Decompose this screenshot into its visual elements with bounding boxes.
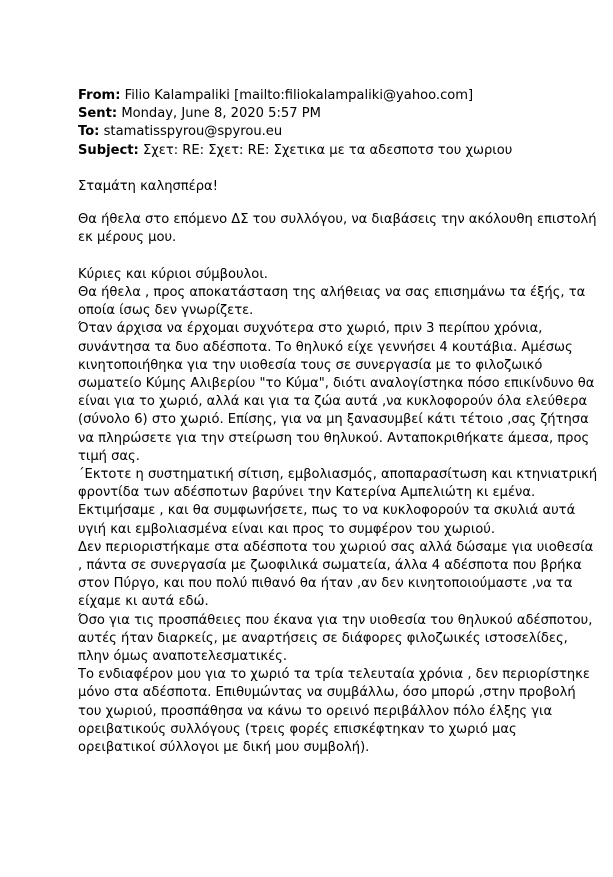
to-label: To: bbox=[78, 124, 100, 140]
from-value: Filio Kalampaliki [mailto:filiokalampaliki@yahoo.com] bbox=[124, 88, 474, 103]
to-line bbox=[78, 123, 598, 141]
body-paragraph-5: Όσο για τις προσπάθειες που έκανα για την υιοθεσία του θηλυκού αδέσποτου, αυτές ήταν διαρκείς, με αναρτήσεις σε διάφορες φιλοζωικές ιστοσελίδες, πλην όμως αναποτελεσματικές. bbox=[78, 612, 593, 665]
from-line bbox=[78, 87, 598, 105]
body-paragraph-6: Το ενδιαφέρον μου για το χωριό τα τρία τελευταία χρόνια , δεν περιορίστηκε μόνο στα αδέσποτα. Επιθυμώντας να συμβάλλω, όσο μπορώ ,στην προβολή του χωριού, προσπάθησα να κάνω το ορεινό περιβάλλον πόλο έλξης για ορειβατικούς συλλόγους (τρεις φορές επισκέφτηκαν το χωριό μας ορειβατικοί σύλλογοι με δική μου συμβολή). bbox=[78, 667, 590, 756]
to-value: stamatisspyrou@spyrou.eu bbox=[103, 124, 283, 140]
intro-paragraph: Θα ήθελα στο επόμενο ΔΣ του συλλόγου, να διαβάσεις την ακόλουθη επιστολή εκ μέρους μου. bbox=[78, 212, 597, 246]
body-paragraph-2: Όταν άρχισα να έρχομαι συχνότερα στο χωριό, πριν 3 περίπου χρόνια, συνάντησα τα δυο αδέσποτα. Το θηλυκό είχε γεννήσει 4 κουτάβια. Αμέσως κινητοποιήθηκα για την υιοθεσία τους σε συνεργασία με το φιλοζωικό σωματείο Κύμης Αλιβερίου "το Κύμα", διότι αναλογίστηκα πόσο επικίνδυνο θα είναι για το χωριό, αλλά και για τα ζώα αυτά ,να κυκλοφορούν όλα ελεύθερα (σύνολο 6) στο χωριό. Επίσης, για να μη ξανασυμβεί κάτι τέτοιο ,σας ζήτησα να πληρώσετε για την στείρωση του θηλυκού. Ανταποκριθήκατε άμεσα, προς τιμή σας. bbox=[78, 321, 595, 464]
email-document bbox=[78, 87, 598, 757]
greeting: Σταμάτη καλησπέρα! bbox=[78, 179, 218, 194]
body-paragraph-3: ΄Εκτοτε η συστηματική σίτιση, εμβολιασμός, αποπαρασίτωση και κτηνιατρική φροντίδα των αδέσποτων βαρύνει την Κατερίνα Αμπελιώτη κι εμένα. Εκτιμήσαμε , και θα συμφωνήσετε, πως το να κυκλοφορούν τα σκυλιά αυτά υγιή και εμβολιασμένα είναι και προς το συμφέρον του χωριού. bbox=[78, 467, 598, 537]
subject-label: Subject: bbox=[78, 142, 139, 158]
sent-line bbox=[78, 105, 598, 123]
body-paragraph-1: Θα ήθελα , προς αποκατάσταση της αλήθειας να σας επισημάνω τα έξής, τα οποία ίσως δεν γνωρίζετε. bbox=[78, 285, 586, 319]
subject-value: Σχετ: RE: Σχετ: RE: Σχετικα με τα αδεσποτσ του χωριου bbox=[142, 142, 513, 158]
subject-line bbox=[78, 142, 598, 160]
from-label: From: bbox=[78, 88, 121, 103]
salutation: Κύριες και κύριοι σύμβουλοι. bbox=[78, 266, 268, 282]
sent-label: Sent: bbox=[78, 106, 118, 122]
body-paragraph-4: Δεν περιοριστήκαμε στα αδέσποτα του χωριού σας αλλά δώσαμε για υιοθεσία , πάντα σε συνεργασία με ζωοφιλικά σωματεία, άλλα 4 αδέσποτα που βρήκα στον Πύργο, και που πολύ πιθανό θα ήταν ,αν δεν κινητοποιούμαστε ,να τα είχαμε κι αυτά εδώ. bbox=[78, 539, 594, 610]
sent-value: Monday, June 8, 2020 5:57 PM bbox=[121, 106, 321, 122]
